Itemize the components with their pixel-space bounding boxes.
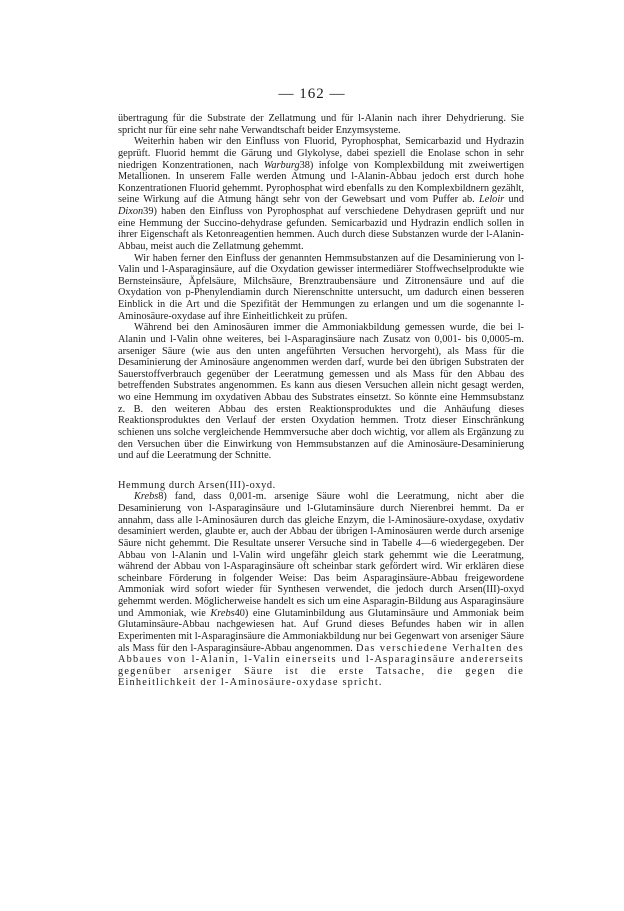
citation-author: Leloir xyxy=(479,194,505,206)
paragraph-ammonia: Während bei den Aminosäuren immer die Ammoniakbildung gemessen wurde, die bei l-Alanin und l-Valin ohne weiteres, bei l-Asparaginsäure nach Zusatz von 0,001- bis 0,0005-m. arseniger Säure (wie aus den unten angeführten Versuchen hervorgeht), als Mass für die Desaminierung der Aminosäure angenommen werden darf, wurde bei den übrigen Substraten der Sauerstoffverbrauch gegenüber der Leeratmung gemessen und als Mass für den Abbau des betreffenden Substrates angenommen. Es kann aus diesen Versuchen allein nicht gesagt werden, wo eine Hemmung im oxydativen Abbau des Substrates einsetzt. So könnte eine Hemmsubstanz z. B. den weiteren Abbau des ersten Reaktionsproduktes und die Anhäufung dieses Reaktionsproduktes den Verlauf der ersten Oxydation hemmen. Trotz dieser Einschränkung schienen uns solche vergleichende Hemmversuche aber doch wichtig, vor allem als Ergänzung zu den Versuchen über die Einwirkung von Hemmsubstanzen auf die Aminosäure-Desaminierung und auf die Leeratmung der Schnitte. xyxy=(118,322,524,462)
text-run: Weiterhin haben wir den Einfluss von Fluorid, Pyrophosphat, Semicarbazid und Hydrazin geprüft. Fluorid hemmt die Gärung und Glykolyse, dabei speziell die Enolase schon in sehr niedrigen Konzentrationen, nach xyxy=(118,136,524,171)
section-heading: Hemmung durch Arsen(III)-oxyd. xyxy=(118,479,276,491)
paragraph-continuation: übertragung für die Substrate der Zellatmung und für l-Alanin nach ihrer Dehydrierung. Sie spricht nur für eine sehr nahe Verwandtschaft beider Enzymsysteme. xyxy=(118,113,524,136)
section-gap xyxy=(118,462,524,480)
citation-author: Krebs xyxy=(210,607,235,619)
text-run: 40) eine Glutaminbildung aus Glutaminsäure und Ammoniak beim Glutaminsäure-Abbau nachgewiesen hat. Auf Grund dieses Befundes haben wir in allen Experimenten mit l-Asparaginsäure die Ammoniakbildung nur bei Gegenwart von arseniger Säure als Mass für den l-Asparaginsäure-Abbau angenommen. xyxy=(118,607,524,654)
text-run: 8) fand, dass 0,001-m. arsenige Säure wohl die Leeratmung, nicht aber die Desaminierung von l-Asparaginsäure und l-Glutaminsäure durch Nierenbrei hemmt. Da er annahm, dass alle l-Aminosäuren durch das gleiche Enzym, die l-Aminosäure-oxydase, oxydativ desaminiert werden, glaubte er, auch der Abbau der übrigen l-Aminosäuren werde durch arsenige Säure nicht gehemmt. Die Resultate unserer Versuche sind in Tabelle 4—6 wiedergegeben. Der Abbau von l-Alanin und l-Valin wird ungefähr gleich stark gehemmt wie die Leeratmung, während der Abbau von l-Asparaginsäure oft scheinbar stark gefördert wird. Wir erklären diese scheinbare Förderung in folgender Weise: Das beim Asparaginsäure-Abbau freigewordene Ammoniak wird sofort wieder für Synthesen verwendet, die jedoch durch Arsen(III)-oxyd gehemmt werden. Möglicherweise handelt es sich um eine Asparagin-Bildung aus Asparaginsäure und Ammoniak, wie xyxy=(118,491,524,619)
spaced-emphasis: Das verschiedene Verhalten des Abbaues von l-Alanin, l-Valin einerseits und l-Asparaginsäure andererseits gegenüber arseniger Säure ist die erste Tatsache, die gegen die Einheitlichkeit der l-Aminosäure-oxydase spricht. xyxy=(118,642,524,689)
paragraph-arsen xyxy=(118,491,524,689)
page-number: — 162 — xyxy=(278,86,346,102)
text-run: 38) infolge von Komplexbildung mit zweiwertigen Metallionen. In unserem Falle werden Atmung und l-Alanin-Abbau jedoch erst durch hohe Konzentrationen Fluorid gehemmt. Pyrophosphat wird ebenfalls zu den Komplexbildnern gezählt, seine Wirkung auf die Atmung hängt sehr von der Gewebsart und vom Puffer ab. xyxy=(118,159,525,206)
text-run: und xyxy=(504,194,524,206)
citation-author: Dixon xyxy=(118,206,144,217)
page-body xyxy=(118,113,524,689)
citation-author: Warburg xyxy=(263,159,300,171)
citation-author: Krebs xyxy=(134,491,159,503)
paragraph-deamination: Wir haben ferner den Einfluss der genannten Hemmsubstanzen auf die Desaminierung von l-Valin und l-Asparaginsäure, auf die Oxydation gewisser intermediärer Stoffwechselprodukte wie Bernsteinsäure, Äpfelsäure, Milchsäure, Brenztraubensäure und Zitronensäure und auf die Oxydation von p-Phenylendiamin durch Nierenschnitte untersucht, um dadurch einen besseren Einblick in die Art und die Spezifität der Hemmungen zu erlangen und um die sogenannte l-Aminosäure-oxydase auf ihre Einheitlichkeit zu prüfen. xyxy=(118,252,524,322)
paragraph-inhibitors xyxy=(118,136,524,252)
text-run: 39) haben den Einfluss von Pyrophosphat auf verschiedene Dehydrasen geprüft und nur eine Hemmung der Succino-dehydrase gefunden. Semicarbazid und Hydrazin endlich sollen in ihrer Eigenschaft als Ketonreagentien hemmen. Auch durch diese Substanzen wurde der l-Alanin-Abbau, meist auch die Zellatmung gehemmt. xyxy=(118,206,524,252)
